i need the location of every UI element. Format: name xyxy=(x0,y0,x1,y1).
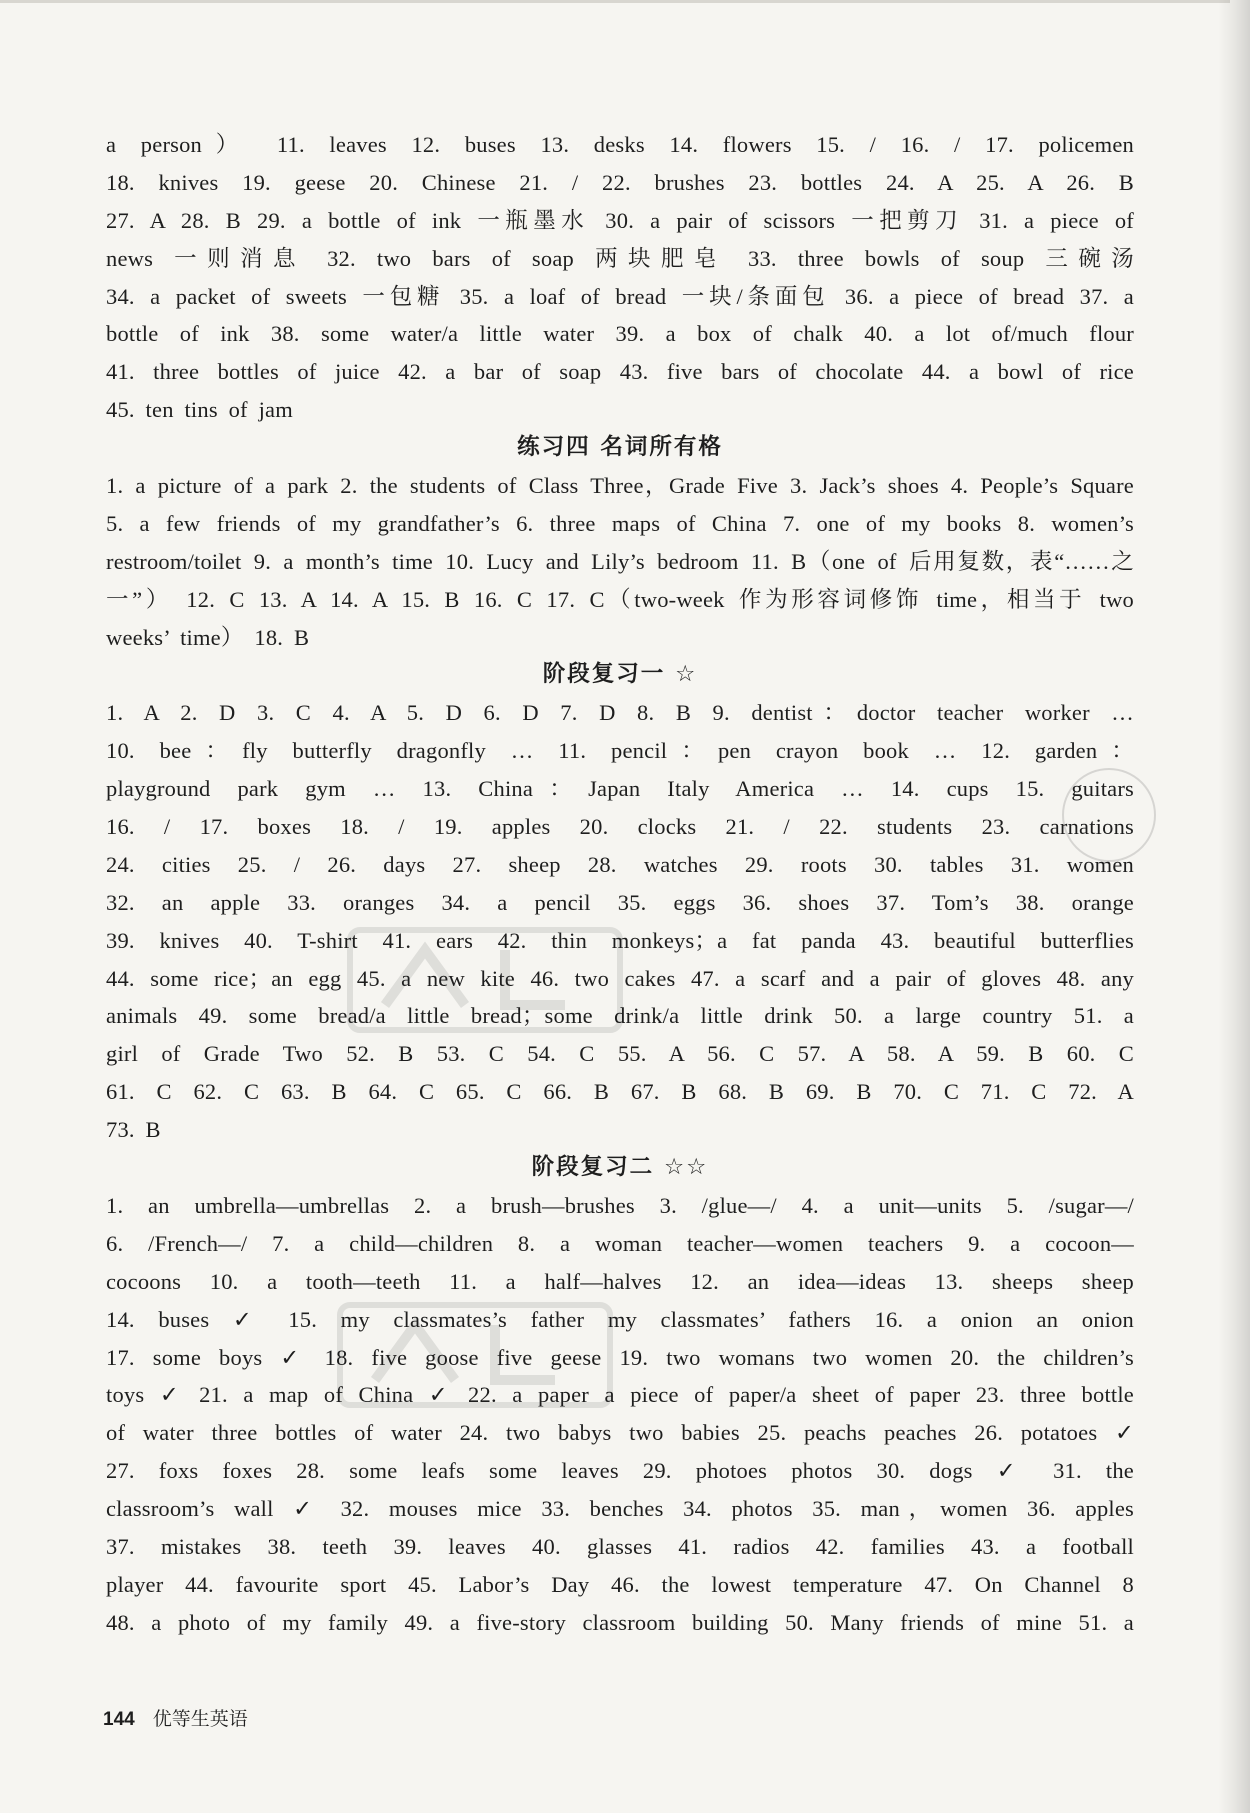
text-line: 5. a few friends of my grandfather’s 6. three maps of China 7. one of my books 8. women’s xyxy=(106,510,1134,536)
section-heading-possessive: 练习四 名词所有格 xyxy=(517,434,723,461)
text-line: player 44. favourite sport 45. Labor’s Day 46. the lowest temperature 47. On Channel 8 xyxy=(106,1571,1134,1597)
page-number: 144 xyxy=(103,1709,135,1730)
answer-content xyxy=(106,126,1134,1642)
text-line: 24. cities 25. / 26. days 27. sheep 28. watches 29. roots 30. tables 31. women xyxy=(106,851,1134,877)
text-line: a person） 11. leaves 12. buses 13. desks 14. flowers 15. / 16. / 17. policemen xyxy=(106,132,1134,157)
text-line: bottle of ink 38. some water/a little water 39. a box of chalk 40. a lot of/much flour xyxy=(106,321,1134,347)
text-line: 16. / 17. boxes 18. / 19. apples 20. clocks 21. / 22. students 23. carnations xyxy=(106,814,1134,840)
text-line: 39. knives 40. T-shirt 41. ears 42. thin monkeys；a fat panda 43. beautiful butterflies xyxy=(106,927,1134,953)
book-title: 优等生英语 xyxy=(152,1708,248,1730)
text-line: 17. some boys ✓ 18. five goose five geese 19. two womans two women 20. the children’s xyxy=(106,1344,1134,1370)
text-line: weeks’ time） 18. B xyxy=(106,624,310,650)
text-line: 1. an umbrella—umbrellas 2. a brush—brushes 3. /glue—/ 4. a unit—units 5. /sugar—/ xyxy=(106,1192,1134,1218)
text-line: 44. some rice；an egg 45. a new kite 46. two cakes 47. a scarf and a pair of gloves 48. any xyxy=(106,965,1134,991)
text-line: 73. B xyxy=(106,1117,161,1143)
section-heading-review-1: 阶段复习一 ☆ xyxy=(542,661,698,688)
text-line: 14. buses ✓ 15. my classmates’s father my classmates’ fathers 16. a onion an onion xyxy=(106,1306,1134,1332)
page-footer xyxy=(103,1704,248,1731)
text-line: 41. three bottles of juice 42. a bar of soap 43. five bars of chocolate 44. a bowl of rice xyxy=(106,359,1134,385)
text-line: 48. a photo of my family 49. a five-story classroom building 50. Many friends of mine 51. a xyxy=(106,1609,1134,1635)
text-line: 32. an apple 33. oranges 34. a pencil 35. eggs 36. shoes 37. Tom’s 38. orange xyxy=(106,889,1134,915)
text-line: 1. a picture of a park 2. the students of Class Three，Grade Five 3. Jack’s shoes 4. People’s Square xyxy=(106,473,1134,499)
text-line: playground park gym … 13. China：Japan Italy America … 14. cups 15. guitars xyxy=(106,776,1134,802)
text-line: 10. bee：fly butterfly dragonfly … 11. pencil：pen crayon book … 12. garden： xyxy=(106,738,1134,764)
text-line: cocoons 10. a tooth—teeth 11. a half—halves 12. an idea—ideas 13. sheeps sheep xyxy=(106,1268,1134,1294)
section-heading-review-2: 阶段复习二 ☆☆ xyxy=(531,1154,709,1181)
text-line: of water three bottles of water 24. two babys two babies 25. peachs peaches 26. potatoes ✓ xyxy=(106,1420,1134,1446)
text-line: classroom’s wall ✓ 32. mouses mice 33. benches 34. photos 35. man，women 36. apples xyxy=(106,1496,1134,1522)
text-line: 27. foxs foxes 28. some leafs some leaves 29. photoes photos 30. dogs ✓ 31. the xyxy=(106,1458,1134,1484)
text-line: 一”） 12. C 13. A 14. A 15. B 16. C 17. C（two-week 作为形容词修饰 time，相当于 two xyxy=(106,586,1134,612)
text-line: news 一则消息 32. two bars of soap 两块肥皂 33. three bowls of soup 三碗汤 xyxy=(106,245,1134,271)
text-line: 45. ten tins of jam xyxy=(106,397,293,423)
text-line: restroom/toilet 9. a month’s time 10. Lucy and Lily’s bedroom 11. B（one of 后用复数，表“……之 xyxy=(106,548,1134,574)
text-line: 34. a packet of sweets 一包糖 35. a loaf of bread 一块/条面包 36. a piece of bread 37. a xyxy=(106,283,1134,309)
text-line: 6. /French—/ 7. a child—children 8. a woman teacher—women teachers 9. a cocoon— xyxy=(106,1230,1134,1256)
text-line: 27. A 28. B 29. a bottle of ink 一瓶墨水 30. a pair of scissors 一把剪刀 31. a piece of xyxy=(106,207,1134,233)
text-line: 1. A 2. D 3. C 4. A 5. D 6. D 7. D 8. B 9. dentist：doctor teacher worker … xyxy=(106,700,1134,726)
top-rule xyxy=(0,0,1230,3)
text-line: girl of Grade Two 52. B 53. C 54. C 55. A 56. C 57. A 58. A 59. B 60. C xyxy=(106,1041,1134,1067)
text-line: toys ✓ 21. a map of China ✓ 22. a paper a piece of paper/a sheet of paper 23. three bottle xyxy=(106,1382,1134,1408)
text-line: 18. knives 19. geese 20. Chinese 21. / 22. brushes 23. bottles 24. A 25. A 26. B xyxy=(106,169,1134,195)
page-edge-shadow xyxy=(1218,0,1250,1813)
text-line: 37. mistakes 38. teeth 39. leaves 40. glasses 41. radios 42. families 43. a football xyxy=(106,1533,1134,1559)
text-line: 61. C 62. C 63. B 64. C 65. C 66. B 67. B 68. B 69. B 70. C 71. C 72. A xyxy=(106,1079,1134,1105)
text-line: animals 49. some bread/a little bread；some drink/a little drink 50. a large country 51. a xyxy=(106,1003,1134,1029)
